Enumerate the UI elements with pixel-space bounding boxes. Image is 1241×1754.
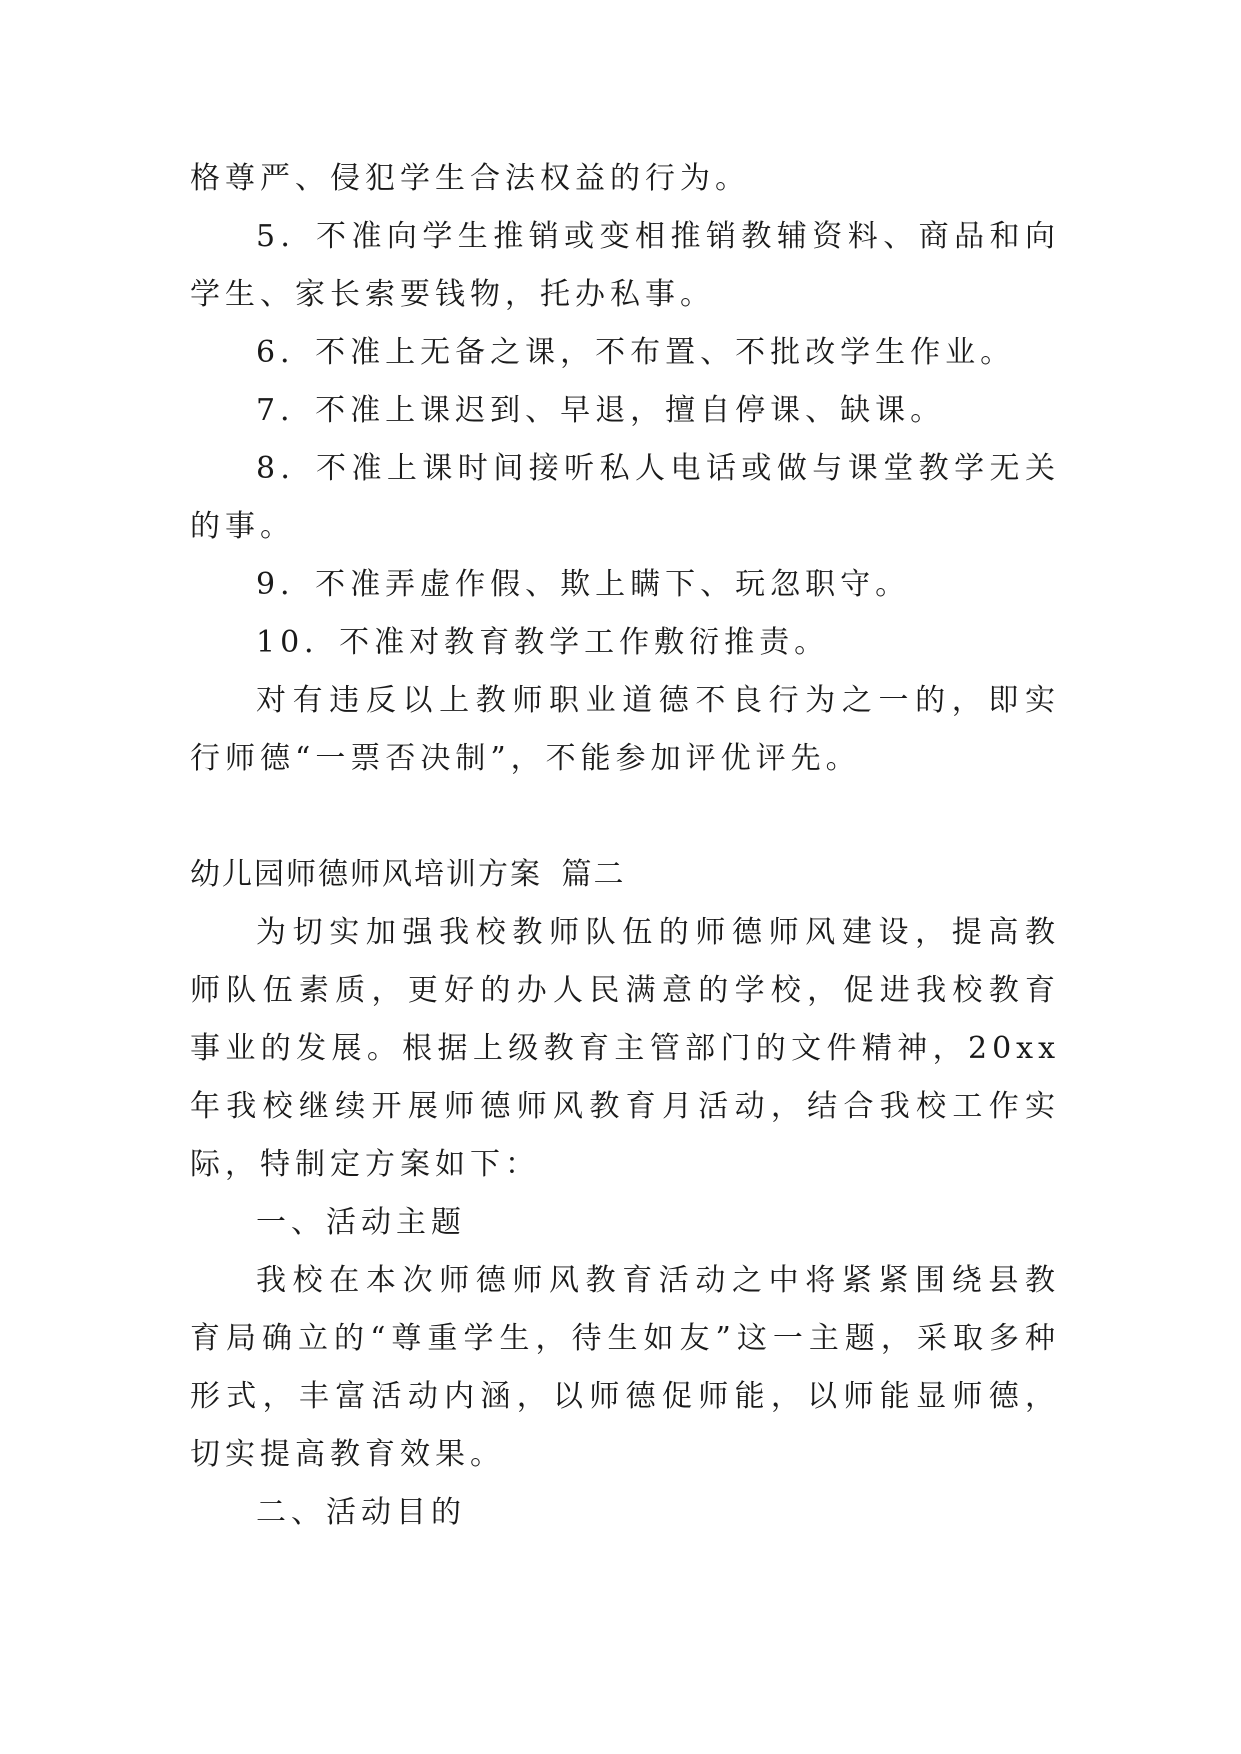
- paragraph-continuation: 格尊严、侵犯学生合法权益的行为。: [190, 161, 750, 196]
- rule-item-10: 10．不准对教育教学工作敷衍推责。: [256, 625, 830, 660]
- section-spacer: [190, 788, 1060, 846]
- rule-item-5: 5．不准向学生推销或变相推销教辅资料、商品和向学生、家长索要钱物，托办私事。: [190, 219, 1060, 312]
- rule-item-6: 6．不准上无备之课，不布置、不批改学生作业。: [256, 335, 1016, 370]
- subheading-purpose: 二、活动目的: [256, 1495, 466, 1530]
- document-body: [190, 150, 1060, 1542]
- theme-paragraph: 我校在本次师德师风教育活动之中将紧紧围绕县教育局确立的“尊重学生，待生如友”这一主题，采取多种形式，丰富活动内涵，以师德促师能，以师能显师德，切实提高教育效果。: [190, 1263, 1060, 1472]
- subheading-theme: 一、活动主题: [256, 1205, 466, 1240]
- rule-item-7: 7．不准上课迟到、早退，擅自停课、缺课。: [256, 393, 946, 428]
- rule-item-9: 9．不准弄虚作假、欺上瞒下、玩忽职守。: [256, 567, 911, 602]
- rule-item-8: 8．不准上课时间接听私人电话或做与课堂教学无关的事。: [190, 451, 1060, 544]
- rule-summary: 对有违反以上教师职业道德不良行为之一的，即实行师德“一票否决制”，不能参加评优评先。: [190, 683, 1060, 776]
- intro-paragraph: 为切实加强我校教师队伍的师德师风建设，提高教师队伍素质，更好的办人民满意的学校，促进我校教育事业的发展。根据上级教育主管部门的文件精神，20xx 年我校继续开展师德师风教育月活动，结合我校工作实际，特制定方案如下：: [190, 915, 1060, 1182]
- section-title: 幼儿园师德师风培训方案 篇二: [190, 857, 626, 892]
